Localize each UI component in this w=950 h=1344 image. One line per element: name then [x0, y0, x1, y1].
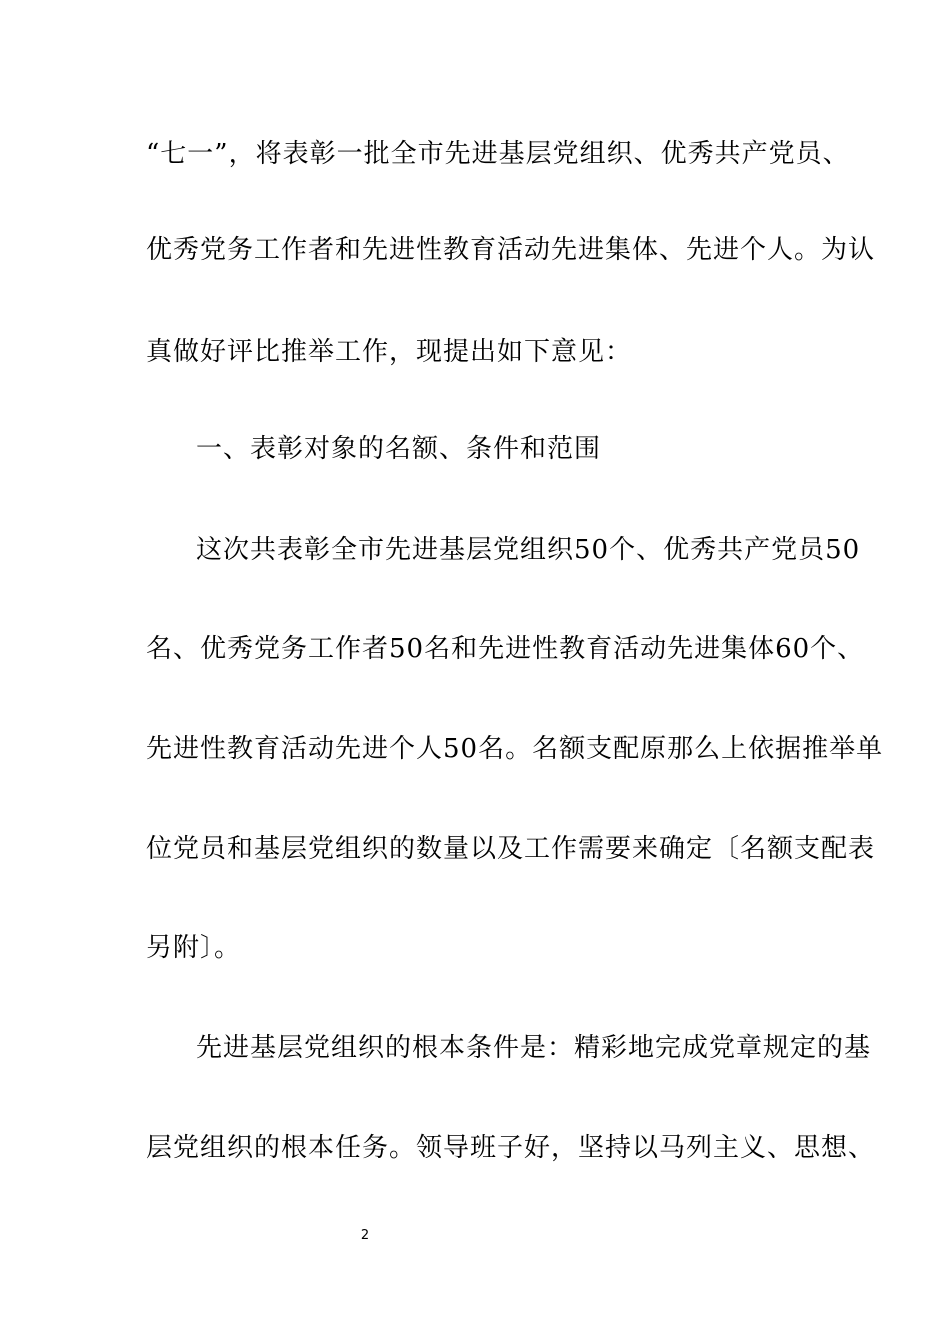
- page-number: 2: [360, 1228, 370, 1243]
- section-heading: 一、表彰对象的名额、条件和范围: [196, 434, 602, 464]
- text-line: 优秀党务工作者和先进性教育活动先进集体、先进个人。为认: [146, 235, 876, 265]
- text-line: 另附〕。: [146, 933, 242, 963]
- text-line: 先进性教育活动先进个人50名。名额支配原那么上依据推举单: [146, 734, 884, 764]
- text-line: 层党组织的根本任务。领导班子好，坚持以马列主义、思想、: [146, 1133, 876, 1163]
- text-line: 名、优秀党务工作者50名和先进性教育活动先进集体60个、: [146, 634, 865, 664]
- text-line: 位党员和基层党组织的数量以及工作需要来确定〔名额支配表: [146, 834, 876, 864]
- text-line: 这次共表彰全市先进基层党组织50个、优秀共产党员50: [196, 535, 861, 565]
- text-line: “七一”，将表彰一批全市先进基层党组织、优秀共产党员、: [146, 139, 850, 169]
- text-line: 先进基层党组织的根本条件是：精彩地完成党章规定的基: [196, 1033, 872, 1063]
- text-line: 真做好评比推举工作，现提出如下意见：: [146, 337, 633, 367]
